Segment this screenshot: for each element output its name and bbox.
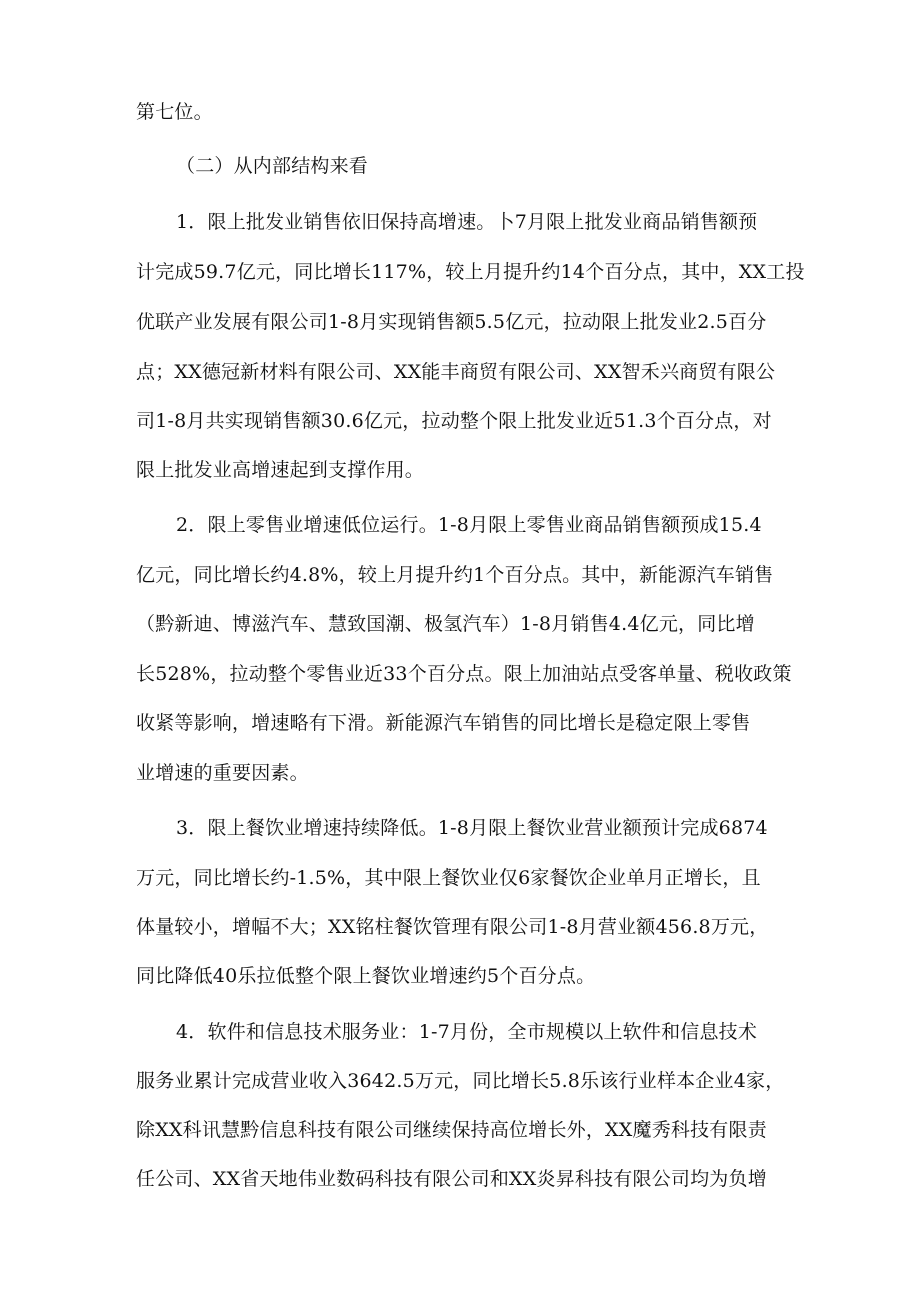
text-line: 服务业累计完成营业收入3642.5万元，同比增长5.8乐该行业样本企业4家，: [136, 1070, 785, 1092]
text-line: 计完成59.7亿元，同比增长117%，较上月提升约14个百分点，其中，XX工投: [136, 261, 805, 283]
section-heading: （二）从内部结构来看: [176, 155, 369, 177]
text-line: 4．软件和信息技术服务业：1-7月份，全市规模以上软件和信息技术: [176, 1021, 758, 1043]
text-line: 限上批发业高增速起到支撑作用。: [136, 459, 425, 481]
text-line: （黔新迪、博滋汽车、慧致国潮、极氢汽车）1-8月销售4.4亿元，同比增: [136, 613, 755, 635]
text-line: 任公司、XX省天地伟业数码科技有限公司和XX炎昇科技有限公司均为负增: [136, 1168, 767, 1190]
text-line: 收紧等影响，增速略有下滑。新能源汽车销售的同比增长是稳定限上零售: [136, 712, 751, 734]
text-line: 体量较小，增幅不大；XX铭柱餐饮管理有限公司1-8月营业额456.8万元，: [136, 916, 769, 938]
text-line: 亿元，同比增长约4.8%，较上月提升约1个百分点。其中，新能源汽车销售: [136, 564, 774, 586]
text-line: 万元，同比增长约-1.5%，其中限上餐饮业仅6家餐饮企业单月正增长，且: [136, 867, 761, 889]
text-line: 优联产业发展有限公司1-8月实现销售额5.5亿元，拉动限上批发业2.5百分: [136, 311, 767, 333]
text-line: 2．限上零售业增速低位运行。1-8月限上零售业商品销售额预成15.4: [176, 514, 762, 536]
text-line: 司1-8月共实现销售额30.6亿元，拉动整个限上批发业近51.3个百分点，对: [136, 410, 772, 432]
text-line: 除XX科讯慧黔信息科技有限公司继续保持高位增长外，XX魔秀科技有限责: [136, 1119, 767, 1141]
text-line: 同比降低40乐拉低整个限上餐饮业增速约5个百分点。: [136, 965, 596, 987]
text-line: 1．限上批发业销售依旧保持高增速。卜7月限上批发业商品销售额预: [176, 211, 758, 233]
text-line: 第七位。: [136, 101, 213, 123]
text-line: 点；XX德冠新材料有限公司、XX能丰商贸有限公司、XX智禾兴商贸有限公: [136, 361, 776, 383]
text-line: 长528%，拉动整个零售业近33个百分点。限上加油站点受客单量、税收政策: [136, 663, 792, 685]
text-line: 3．限上餐饮业增速持续降低。1-8月限上餐饮业营业额预计完成6874: [176, 817, 768, 839]
text-line: 业增速的重要因素。: [136, 762, 309, 784]
